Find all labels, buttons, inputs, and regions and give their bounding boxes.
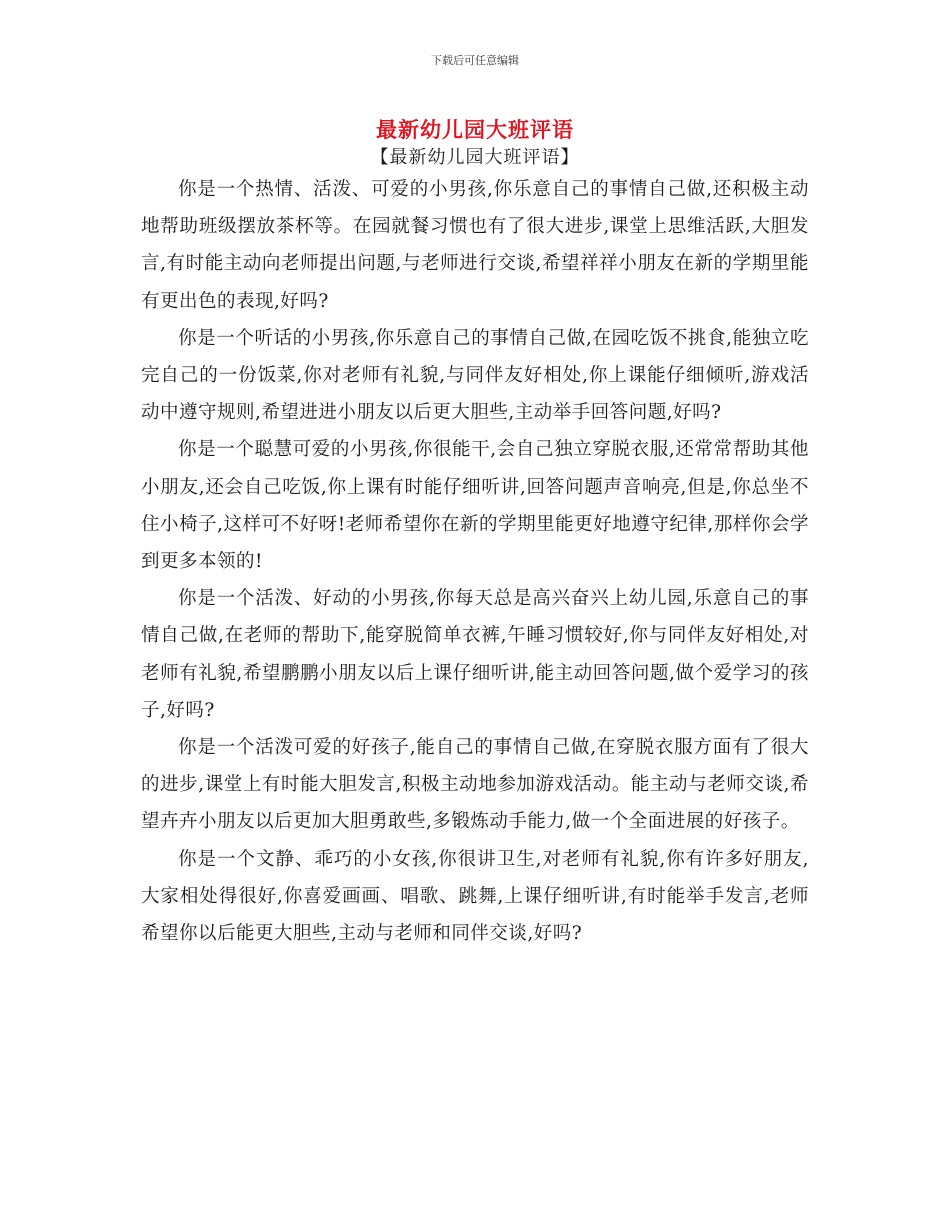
document-body [141,171,809,952]
paragraph-4: 你是一个活泼、好动的小男孩,你每天总是高兴奋兴上幼儿园,乐意自己的事情自己做,在老师的帮助下,能穿脱简单衣裤,午睡习惯较好,你与同伴友好相处,对老师有礼貌,希望鹏鹏小朋友以后上课仔细听讲,能主动回答问题,做个爱学习的孩子,好吗? [141,588,809,721]
document-subtitle: 【最新幼儿园大班评语】 [370,147,580,168]
paragraph-2: 你是一个听话的小男孩,你乐意自己的事情自己做,在园吃饭不挑食,能独立吃完自己的一份饭菜,你对老师有礼貌,与同伴友好相处,你上课能仔细倾听,游戏活动中遵守规则,希望进进小朋友以后更大胆些,主动举手回答问题,好吗? [141,327,809,424]
paragraph-3: 你是一个聪慧可爱的小男孩,你很能干,会自己独立穿脱衣服,还常常帮助其他小朋友,还会自己吃饭,你上课有时能仔细听讲,回答问题声音响亮,但是,你总坐不住小椅子,这样可不好呀!老师希望你在新的学期里能更好地遵守纪律,那样你会学到更多本领的! [141,439,809,573]
paragraph-1: 你是一个热情、活泼、可爱的小男孩,你乐意自己的事情自己做,还积极主动地帮助班级摆放茶杯等。在园就餐习惯也有了很大进步,课堂上思维活跃,大胆发言,有时能主动向老师提出问题,与老师进行交谈,希望祥祥小朋友在新的学期里能有更出色的表现,好吗? [141,179,809,312]
document-title: 最新幼儿园大班评语 [376,118,574,142]
paragraph-6: 你是一个文静、乖巧的小女孩,你很讲卫生,对老师有礼貌,你有许多好朋友,大家相处得很好,你喜爱画画、唱歌、跳舞,上课仔细听讲,有时能举手发言,老师希望你以后能更大胆些,主动与老师和同伴交谈,好吗? [141,848,809,945]
header-note: 下载后可任意编辑 [431,54,519,67]
paragraph-5: 你是一个活泼可爱的好孩子,能自己的事情自己做,在穿脱衣服方面有了很大的进步,课堂上有时能大胆发言,积极主动地参加游戏活动。能主动与老师交谈,希望卉卉小朋友以后更加大胆勇敢些,多锻炼动手能力,做一个全面进展的好孩子。 [141,737,809,833]
